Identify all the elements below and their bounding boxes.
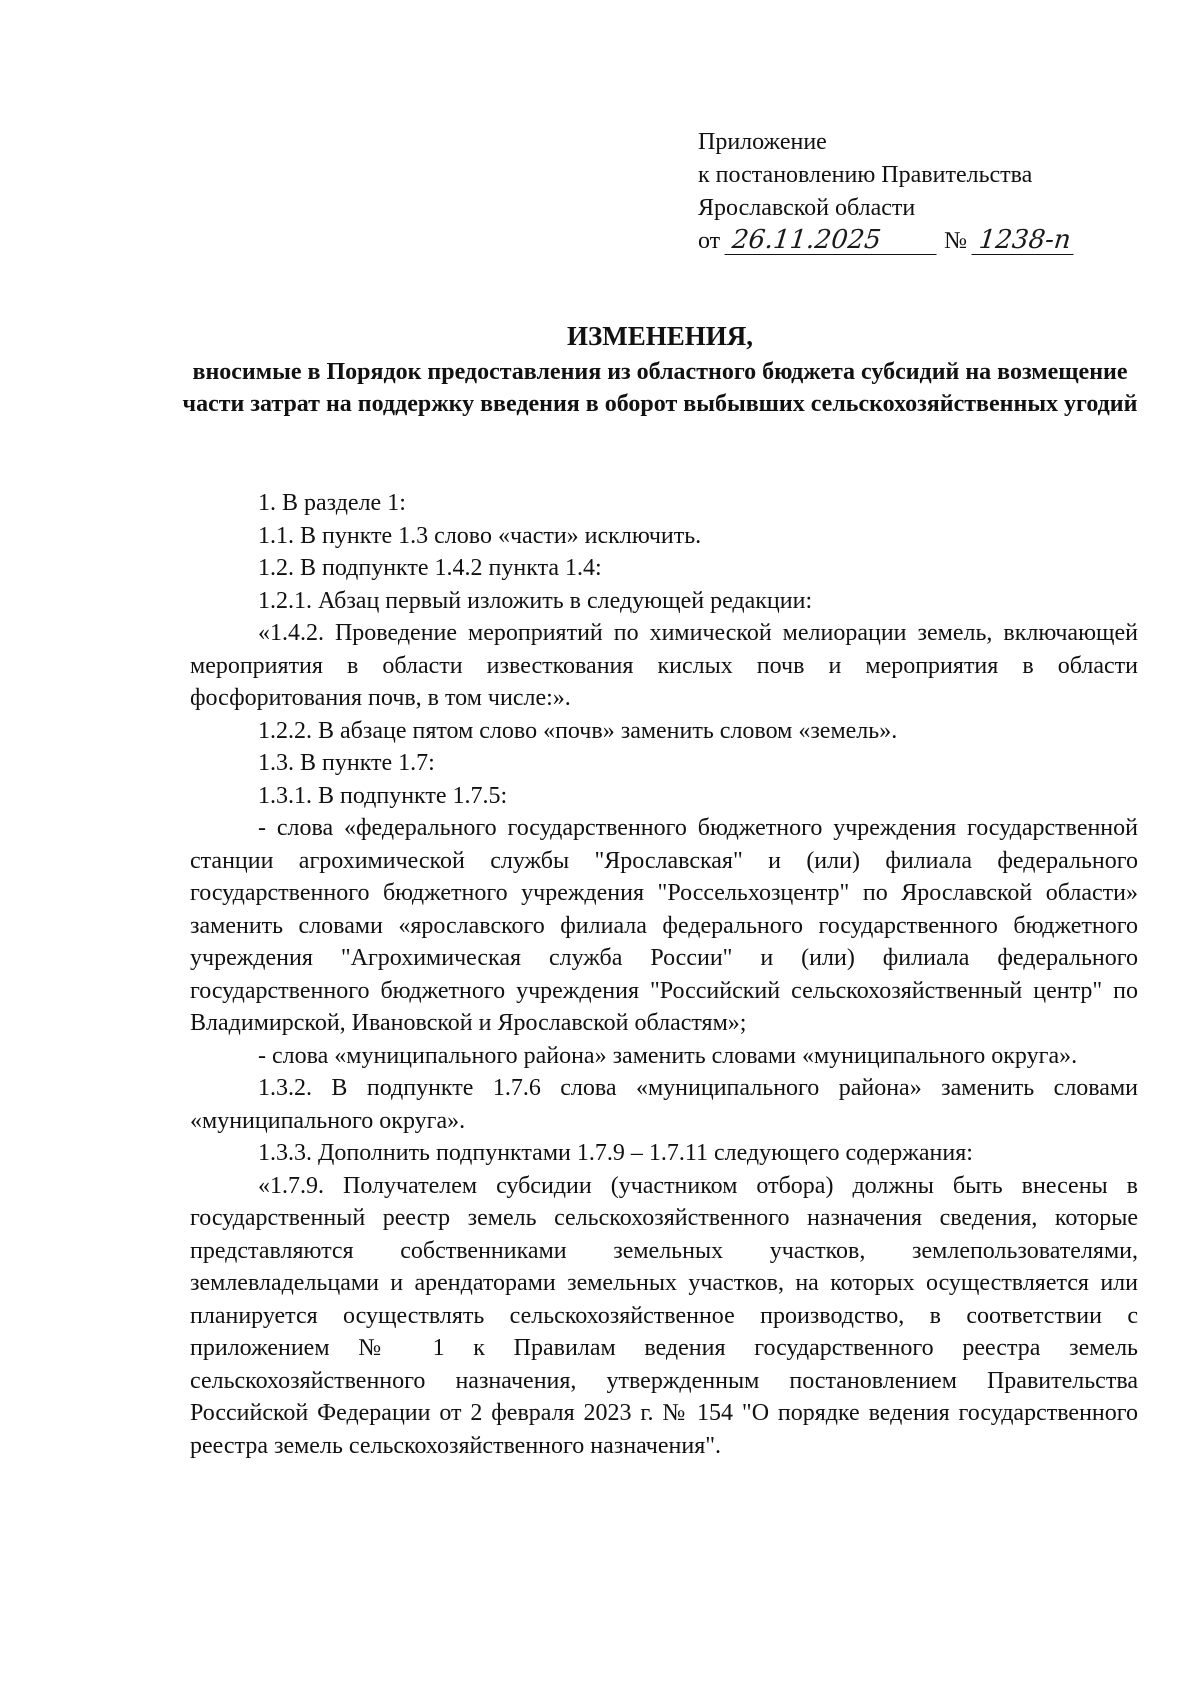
handwritten-date: 26.11.2025 <box>725 226 940 255</box>
handwritten-number: 1238-п <box>972 226 1077 255</box>
appendix-header <box>698 126 1075 258</box>
paragraph-words-replace-2: - слова «муниципального района» заменить словами «муниципального округа». <box>258 1042 1078 1069</box>
document-title: ИЗМЕНЕНИЯ, <box>566 321 753 351</box>
date-prefix: от <box>698 228 721 254</box>
paragraph-1-2-1: 1.2.1. Абзац первый изложить в следующей редакции: <box>258 587 813 614</box>
paragraph-1-2: 1.2. В подпункте 1.4.2 пункта 1.4: <box>258 555 602 581</box>
appendix-date-number <box>698 225 1075 258</box>
paragraph-1-3-2: 1.3.2. В подпункте 1.7.6 слова «муниципального района» заменить словами «муниципального округа». <box>190 1075 1138 1134</box>
paragraph-section-1: 1. В разделе 1: <box>258 490 406 516</box>
paragraph-1-3-3: 1.3.3. Дополнить подпунктами 1.7.9 – 1.7.11 следующего содержания: <box>258 1140 973 1166</box>
number-prefix: № <box>944 228 968 254</box>
appendix-region: Ярославской области <box>698 195 916 221</box>
paragraph-words-replace-1: - слова «федерального государственного бюджетного учреждения государственной станции агрохимической службы "Ярославская" и (или) филиала федерального государственного бюджетного учреждения "Россельхозцентр" по Ярославской области» заменить словами «ярославского филиала федерального государственного бюджетного учреждения "Агрохимическая служба России" и (или) филиала федерального государственного бюджетного учреждения "Российский сельскохозяйственный центр" по Владимирской, Ивановской и Ярославской областям»; <box>190 815 1138 1036</box>
document-body <box>190 487 1138 1462</box>
paragraph-1-3: 1.3. В пункте 1.7: <box>258 750 435 776</box>
paragraph-1-2-2: 1.2.2. В абзаце пятом слово «почв» заменить словом «земель». <box>258 717 898 744</box>
paragraph-quote-1-7-9: «1.7.9. Получателем субсидии (участником отбора) должны быть внесены в государственный реестр земель сельскохозяйственного назначения сведения, которые представляются собственниками земельных участков, землепользователями, землевладельцами и арендаторами земельных участков, на которых осуществляется или планируется осуществлять сельскохозяйственное производство, в соответствии с приложением № 1 к Правилам ведения государственного реестра земель сельскохозяйственного назначения, утвержденным постановлением Правительства Российской Федерации от 2 февраля 2023 г. № 154 "О порядке ведения государственного реестра земель сельскохозяйственного назначения". <box>190 1172 1138 1459</box>
paragraph-1-3-1: 1.3.1. В подпункте 1.7.5: <box>258 782 508 809</box>
appendix-resolution-ref: к постановлению Правительства <box>698 162 1033 188</box>
paragraph-1-1: 1.1. В пункте 1.3 слово «части» исключить. <box>258 522 702 549</box>
appendix-title: Приложение <box>698 129 827 155</box>
paragraph-quote-1-4-2: «1.4.2. Проведение мероприятий по химической мелиорации земель, включающей мероприятия в области известкования кислых почв и мероприятия в области фосфоритования почв, в том числе:». <box>190 620 1138 711</box>
document-subtitle: вносимые в Порядок предоставления из областного бюджета субсидий на возмещение части затрат на поддержку введения в оборот выбывших сельскохозяйственных угодий <box>182 359 1138 417</box>
